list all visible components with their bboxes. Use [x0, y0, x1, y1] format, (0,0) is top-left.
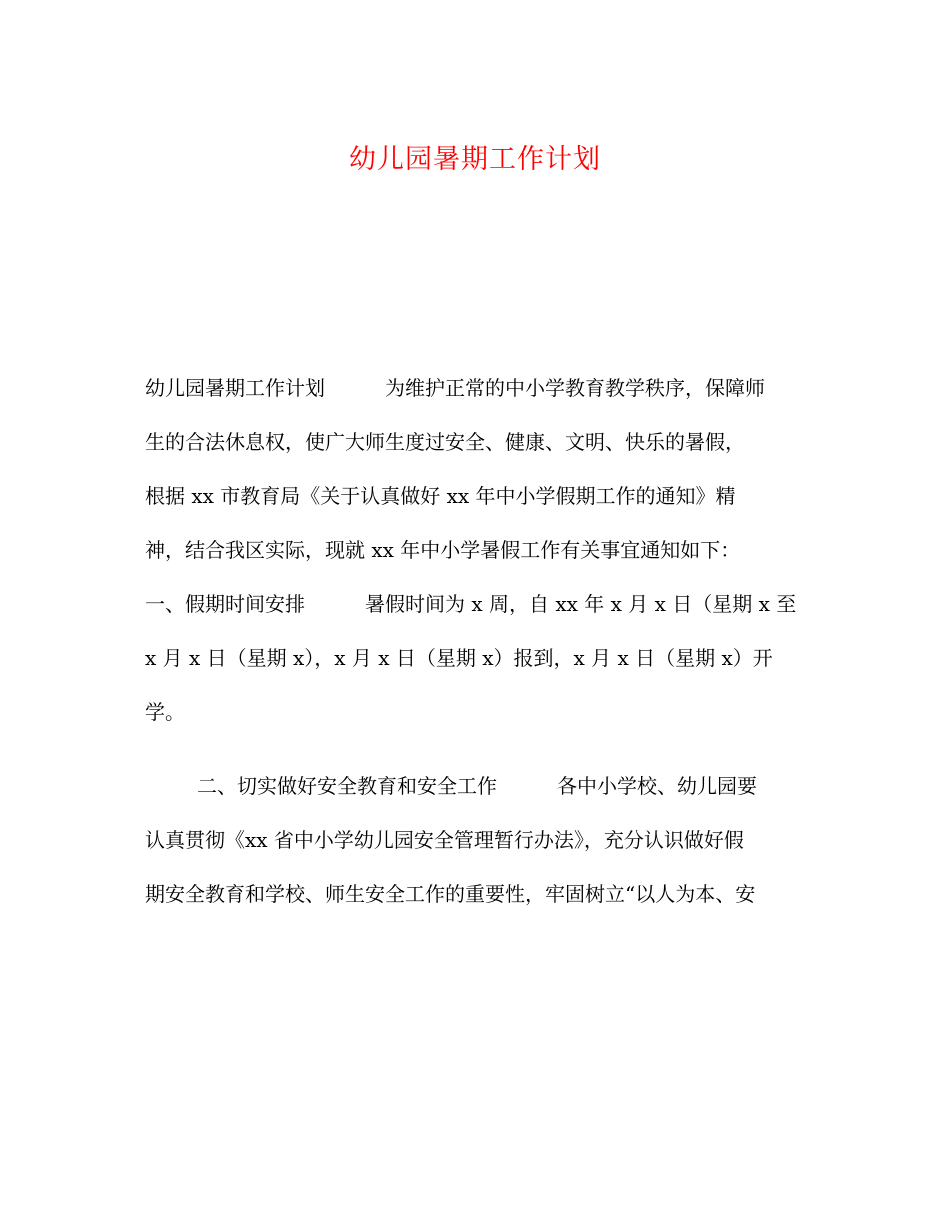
document-title: 幼儿园暑期工作计划: [349, 144, 601, 175]
paragraph-line: 二、切实做好安全教育和安全工作 各中小学校、幼儿园要: [197, 774, 757, 798]
paragraph-line: x 月 x 日（星期 x），x 月 x 日（星期 x）报到，x 月 x 日（星期 x）开: [145, 646, 773, 670]
paragraph-line: 一、假期时间安排 暑假时间为 x 周，自 xx 年 x 月 x 日（星期 x 至: [145, 592, 797, 616]
paragraph-line: 学。: [145, 700, 185, 724]
paragraph-line: 生的合法休息权，使广大师生度过安全、健康、文明、快乐的暑假，: [145, 430, 745, 454]
paragraph-line: 认真贯彻《xx 省中小学幼儿园安全管理暂行办法》，充分认识做好假: [145, 828, 744, 852]
document-body: [145, 368, 810, 928]
paragraph-line: 期安全教育和学校、师生安全工作的重要性，牢固树立“以人为本、安: [145, 882, 756, 906]
paragraph-line: 根据 xx 市教育局《关于认真做好 xx 年中小学假期工作的通知》精: [145, 484, 736, 508]
paragraph-line: 幼儿园暑期工作计划 为维护正常的中小学教育教学秩序，保障师: [145, 376, 765, 400]
paragraph-line: 神，结合我区实际，现就 xx 年中小学暑假工作有关事宜通知如下：: [145, 538, 741, 562]
